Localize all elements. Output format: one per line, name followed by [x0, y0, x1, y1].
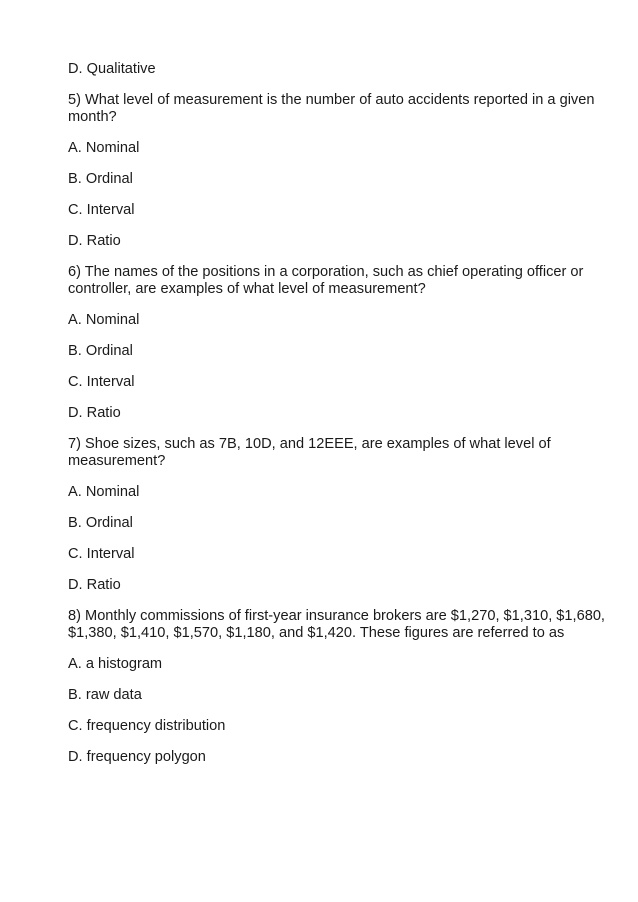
- answer-option: D. Qualitative: [68, 61, 156, 77]
- question-block: [68, 92, 608, 250]
- answer-option: D. Ratio: [68, 577, 121, 593]
- answer-option: B. Ordinal: [68, 343, 133, 359]
- question-text: 8) Monthly commissions of first-year insurance brokers are $1,270, $1,310, $1,680, $1,380, $1,410, $1,570, $1,180, and $1,420. These figures are referred to as: [68, 608, 605, 641]
- answer-option: B. Ordinal: [68, 171, 133, 187]
- answer-option: B. raw data: [68, 687, 142, 703]
- answer-option: D. Ratio: [68, 233, 121, 249]
- answer-option: A. Nominal: [68, 484, 140, 500]
- question-text: 5) What level of measurement is the number of auto accidents reported in a given month?: [68, 92, 595, 125]
- question-block: [68, 608, 608, 766]
- answer-option: D. Ratio: [68, 405, 121, 421]
- answer-option: C. Interval: [68, 546, 135, 562]
- question-block: [68, 264, 608, 422]
- question-block: [68, 436, 608, 594]
- answer-option: A. Nominal: [68, 312, 140, 328]
- answer-option: C. Interval: [68, 374, 135, 390]
- answer-option: D. frequency polygon: [68, 749, 206, 765]
- question-text: 6) The names of the positions in a corporation, such as chief operating officer or controller, are examples of what level of measurement?: [68, 264, 584, 297]
- document-page: [68, 61, 608, 766]
- answer-option: A. a histogram: [68, 656, 163, 672]
- answer-option: A. Nominal: [68, 140, 140, 156]
- answer-option: C. frequency distribution: [68, 718, 226, 734]
- answer-option: C. Interval: [68, 202, 135, 218]
- answer-option: B. Ordinal: [68, 515, 133, 531]
- question-text: 7) Shoe sizes, such as 7B, 10D, and 12EEE, are examples of what level of measurement?: [68, 436, 551, 469]
